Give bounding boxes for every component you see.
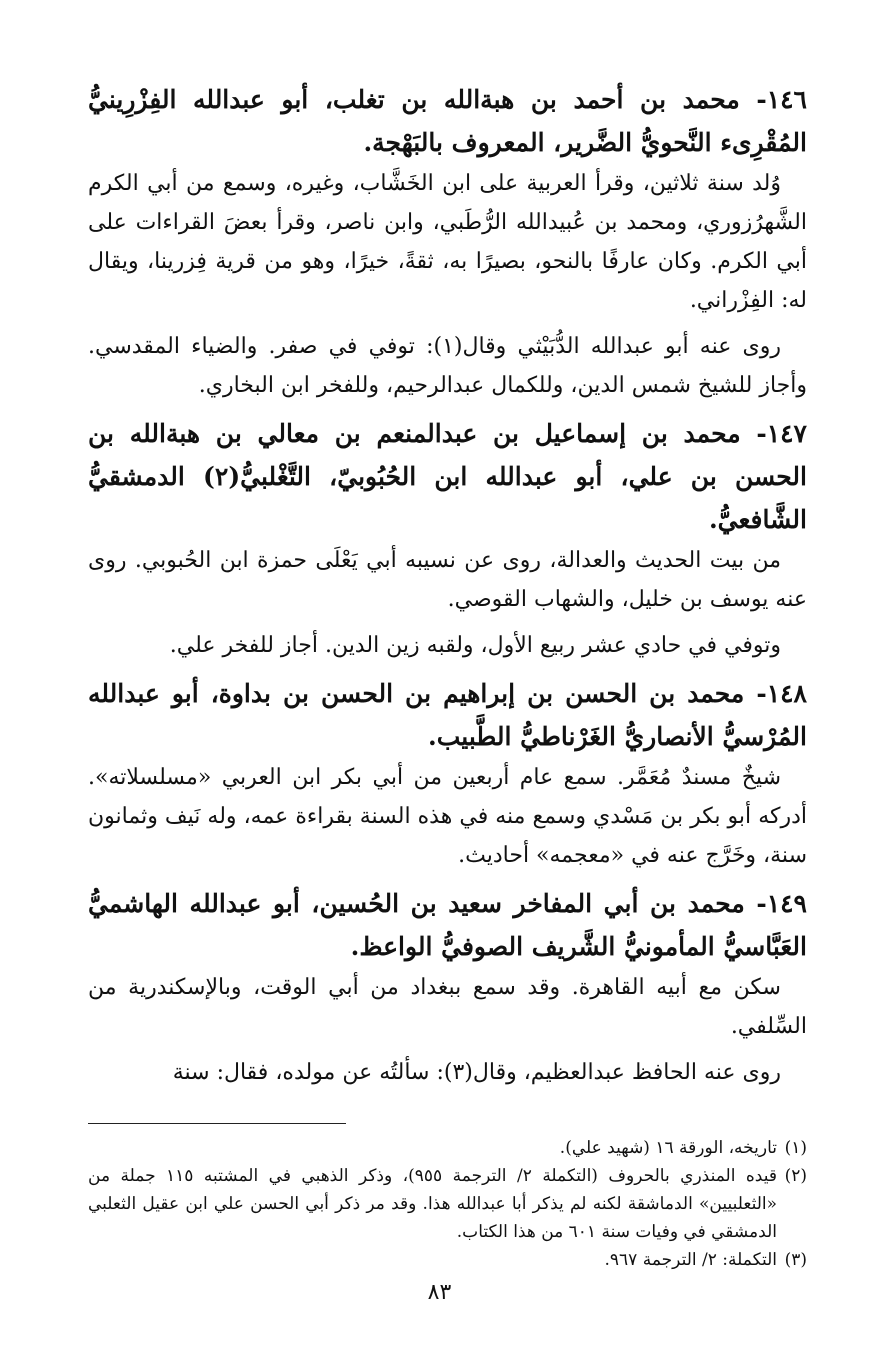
footnote [88, 1246, 807, 1274]
entry-paragraph: شيخٌ مسندٌ مُعَمَّر. سمع عام أربعين من أبي بكر ابن العربي «مسلسلاته». أدركه أبو بكر بن مَسْدي وسمع منه في هذه السنة بقراءة عمه، وله نَيف وثمانون سنة، وخَرَّج عنه في «معجمه» أحاديث. [88, 765, 807, 868]
footnote-divider [88, 1123, 346, 1124]
entry-paragraph: روى عنه أبو عبدالله الدُّبَيْثي وقال(١): توفي في صفر. والضياء المقدسي. وأجاز للشيخ شمس الدين، وللكمال عبدالرحيم، وللفخر ابن البخاري. [88, 334, 807, 398]
footnote [88, 1162, 807, 1246]
entry-heading: ١٤٦- محمد بن أحمد بن هبةالله بن تغلب، أبو عبدالله الفِزْرِينيُّ المُقْرِىء النَّحويُّ الضَّرير، المعروف بالبَهْجة. [88, 85, 807, 157]
footnote [88, 1134, 807, 1162]
entry-paragraph: وُلد سنة ثلاثين، وقرأ العربية على ابن الخَشَّاب، وغيره، وسمع من أبي الكرم الشَّهرُزوري، ومحمد بن عُبيدالله الرُّطَبي، وابن ناصر، وقرأ بعضَ القراءات على أبي الكرم. وكان عارفًا بالنحو، بصيرًا به، ثقةً، خيرًا، وهو من قرية فِزرينا، ويقال له: الفِزْراني. [88, 171, 807, 313]
entry-147 [88, 412, 807, 665]
entry-heading: ١٤٩- محمد بن أبي المفاخر سعيد بن الحُسين، أبو عبدالله الهاشميُّ العَبَّاسيُّ المأمونيُّ الشَّريف الصوفيُّ الواعظ. [88, 889, 807, 961]
page-number: ٨٣ [427, 1280, 452, 1305]
entry-paragraph: من بيت الحديث والعدالة، روى عن نسيبه أبي يَعْلَى حمزة ابن الحُبوبي. روى عنه يوسف بن خليل، والشهاب القوصي. [88, 548, 807, 612]
footnote-number: (١) [784, 1138, 807, 1158]
entry-paragraph: روى عنه الحافظ عبدالعظيم، وقال(٣): سألتُه عن مولده، فقال: سنة [172, 1060, 781, 1085]
footnotes [88, 1134, 807, 1274]
entry-paragraph: سكن مع أبيه القاهرة. وقد سمع ببغداد من أبي الوقت، وبالإسكندرية من السِّلفي. [88, 975, 807, 1039]
entry-heading: ١٤٨- محمد بن الحسن بن إبراهيم بن الحسن بن بداوة، أبو عبدالله المُرْسيُّ الأنصاريُّ الغَرْناطيُّ الطَّبيب. [88, 679, 807, 751]
footnote-number: (٢) [784, 1166, 807, 1186]
entry-149 [88, 882, 807, 1092]
entry-paragraph: وتوفي في حادي عشر ربيع الأول، ولقبه زين الدين. أجاز للفخر علي. [169, 633, 781, 658]
footnote-text: تاريخه، الورقة ١٦ (شهيد علي). [559, 1138, 777, 1158]
footnote-text: قيده المنذري بالحروف (التكملة ٢/ الترجمة ٩٥٥)، وذكر الذهبي في المشتبه ١١٥ جملة من «الثعلبيين» الدماشقة لكنه لم يذكر أبا عبدالله هذا. وقد مر ذكر أبي الحسن علي ابن عقيل الثعلبي الدمشقي في وفيات سنة ٦٠١ من هذا الكتاب. [88, 1166, 777, 1242]
entry-148 [88, 672, 807, 875]
footnote-text: التكملة: ٢/ الترجمة ٩٦٧. [604, 1250, 777, 1270]
entry-146 [88, 78, 807, 405]
footnote-number: (٣) [784, 1250, 807, 1270]
entry-heading: ١٤٧- محمد بن إسماعيل بن عبدالمنعم بن معالي بن هبةالله بن الحسن بن علي، أبو عبدالله ابن الحُبُوبيّ، التَّغْلبيُّ(٢) الدمشقيُّ الشَّافعيُّ. [88, 419, 807, 534]
